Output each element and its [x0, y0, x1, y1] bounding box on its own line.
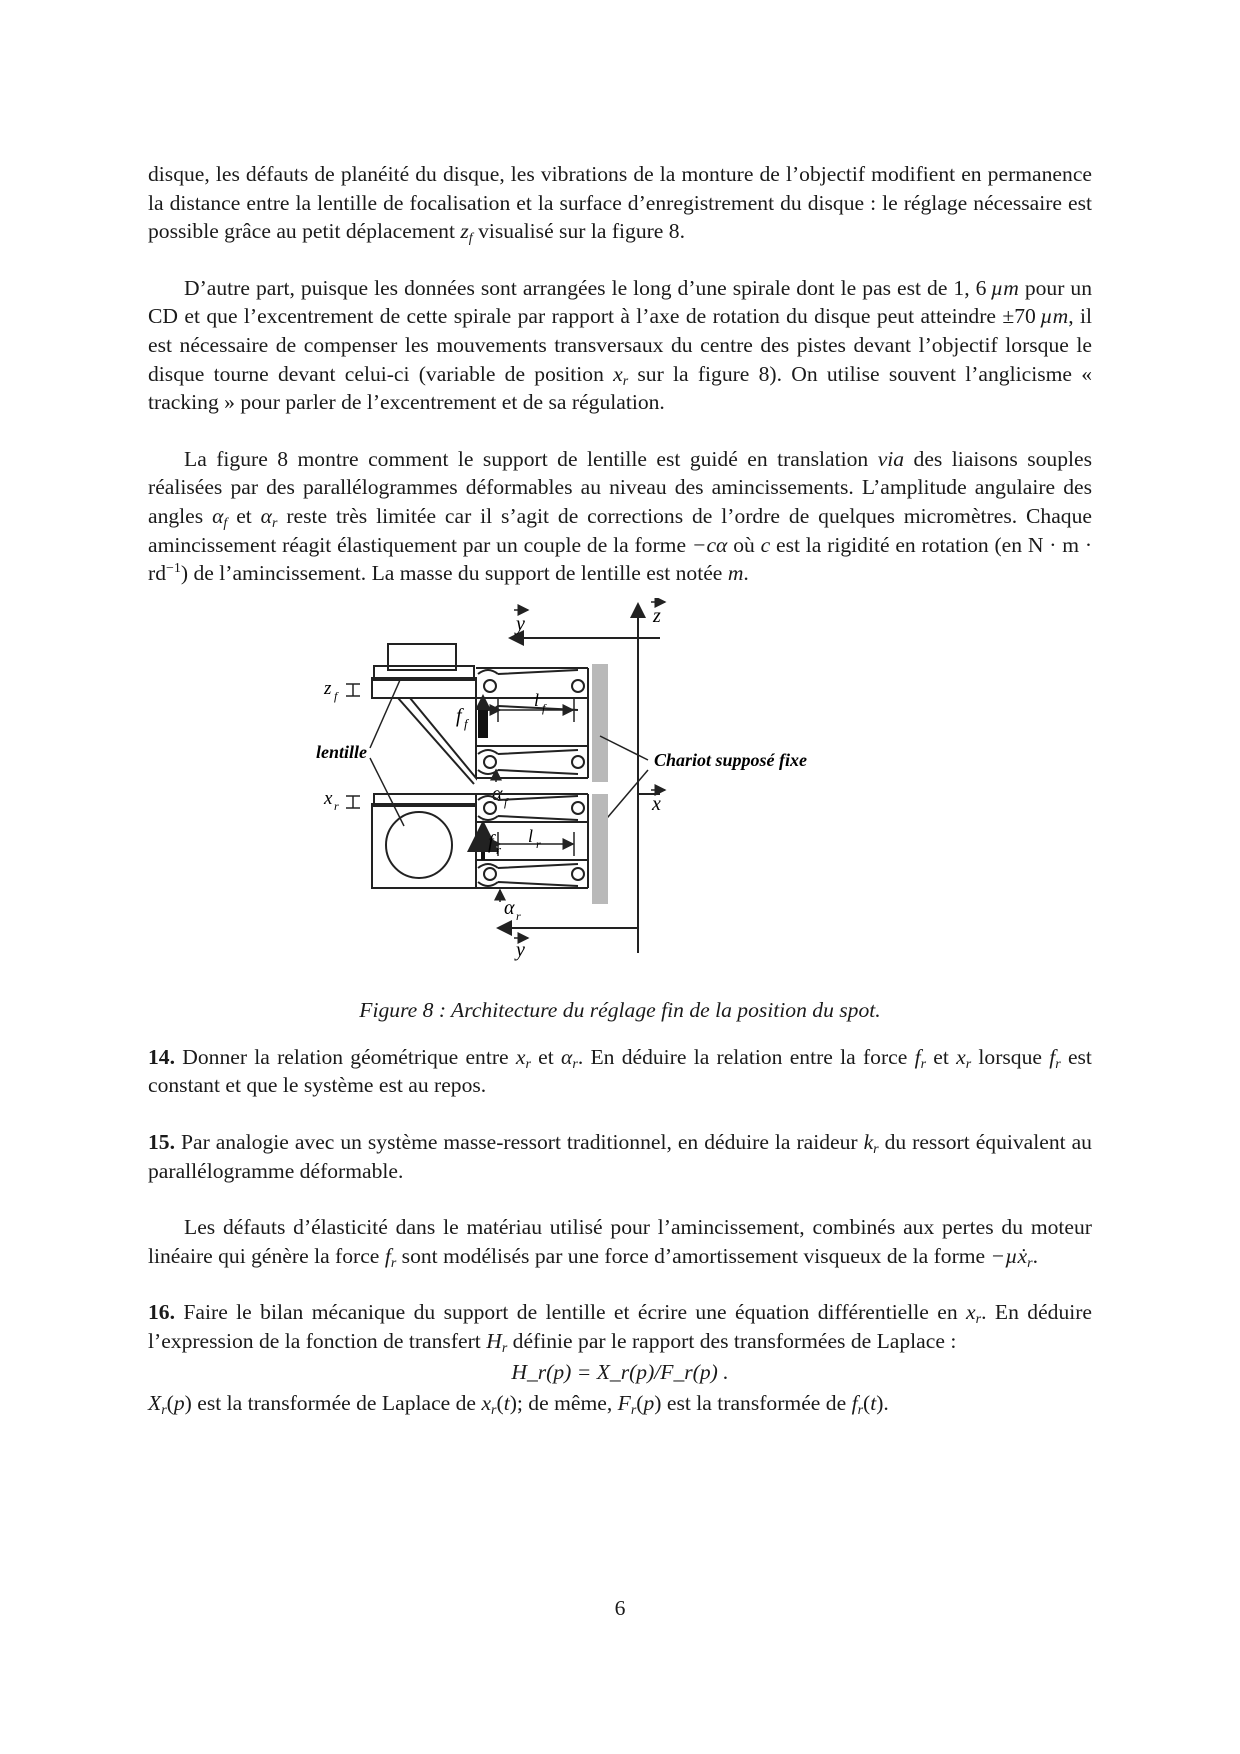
figure-8	[148, 598, 1092, 992]
svg-text:f: f	[504, 794, 508, 809]
final-line: $X_r(p)$ est la transformée de Laplace de $x_r(t)$; de même, $F_r(p)$ est la transformée de $f_r(t)$.	[148, 1391, 889, 1419]
paragraph-4: Les défauts d’élasticité dans le matériau utilisé pour l’amincissement, combinés aux pertes du moteur linéaire qui génère la force $f_r$ sont modélisés par une force d’amortissement visqueux de la forme −µẋ$_r$.	[148, 1215, 1092, 1271]
label-y-top: y	[516, 612, 525, 635]
paragraph-2: D’autre part, puisque les données sont arrangées le long d’une spirale dont le pas est de 1, 6 µm pour un CD et que l’excentrement de cette spirale par rapport à l’axe de rotation du disque peut atteindre ±70 µm, il est nécessaire de compenser les mouvements transversaux du centre des pistes devant l’objectif lorsque le disque tourne devant celui-ci (variable de position $x_r$ sur la figure 8). On utilise souvent l’anglicisme « tracking » pour parler de l’excentrement et de sa régulation.	[148, 275, 1093, 415]
label-chariot: Chariot supposé fixe	[654, 749, 808, 770]
label-alpha-f: α	[492, 782, 503, 805]
tracking-assembly	[372, 794, 588, 888]
label-lentille: lentille	[316, 741, 367, 762]
svg-text:f: f	[334, 688, 338, 703]
chariot-lower	[592, 794, 608, 904]
xr-marker	[346, 796, 360, 808]
question-16: 16. Faire le bilan mécanique du support de lentille et écrire une équation différentielle en $x_r$. En déduire l’expression de la fonction de transfert $H_r$ définie par le rapport des transformées de Laplace :	[148, 1300, 1093, 1356]
paragraph-3: La figure 8 montre comment le support de lentille est guidé en translation via des liaisons souples réalisées par des parallélogrammes déformables au niveau des amincissements. L’amplitude angulaire des angles $\alpha_f$ et $\alpha_r$ reste très limitée car il s’agit de corrections de l’ordre de quelques micromètres. Chaque amincissement réagit élastiquement par un couple de la forme −cα où c est la rigidité en rotation (en $N \cdot m \cdot rd^{-1}$) de l’amincissement. La masse du support de lentille est notée m.	[148, 446, 1093, 586]
zf-marker	[346, 684, 360, 696]
page-number: 6	[614, 1596, 626, 1620]
svg-text:f: f	[464, 715, 468, 731]
label-fr: f	[488, 830, 494, 853]
svg-text:r: r	[496, 841, 502, 857]
question-15: 15. Par analogie avec un système masse-ressort traditionnel, en déduire la raideur $k_r$ du ressort équivalent au parallélogramme déformable.	[148, 1129, 1092, 1183]
label-zf: z	[324, 677, 332, 699]
figure-caption: Figure 8 : Architecture du réglage fin de la position du spot.	[359, 997, 881, 1022]
svg-text:f: f	[542, 700, 546, 715]
chariot-upper	[592, 664, 608, 782]
label-xr: x	[324, 787, 333, 809]
svg-text:r: r	[516, 908, 521, 923]
question-14: 14. Donner la relation géométrique entre $x_r$ et $\alpha_r$. En déduire la relation entre la force $f_r$ et $x_r$ lorsque $f_r$ est constant et que le système est au repos.	[148, 1044, 1092, 1098]
label-alpha-r: α	[504, 896, 515, 919]
mechanism-diagram	[148, 598, 1092, 992]
svg-text:r: r	[536, 836, 541, 851]
label-ff: f	[456, 704, 462, 727]
label-x: x	[652, 792, 661, 815]
transfer-function-equation: H_r(p) = X_r(p)/F_r(p) .	[511, 1360, 729, 1385]
label-y-bottom: y	[516, 938, 525, 961]
page-content	[148, 160, 1092, 1418]
svg-text:r: r	[334, 798, 339, 813]
paragraph-1: disque, les défauts de planéité du disque, les vibrations de la monture de l’objectif modifient en permanence la distance entre la lentille de focalisation et la surface d’enregistrement du disque : le réglage nécessaire est possible grâce au petit déplacement $z_f$ visualisé sur la figure 8.	[148, 162, 1092, 247]
label-lf: l	[534, 689, 540, 710]
label-lr: l	[528, 825, 534, 846]
label-z: z	[653, 604, 661, 627]
